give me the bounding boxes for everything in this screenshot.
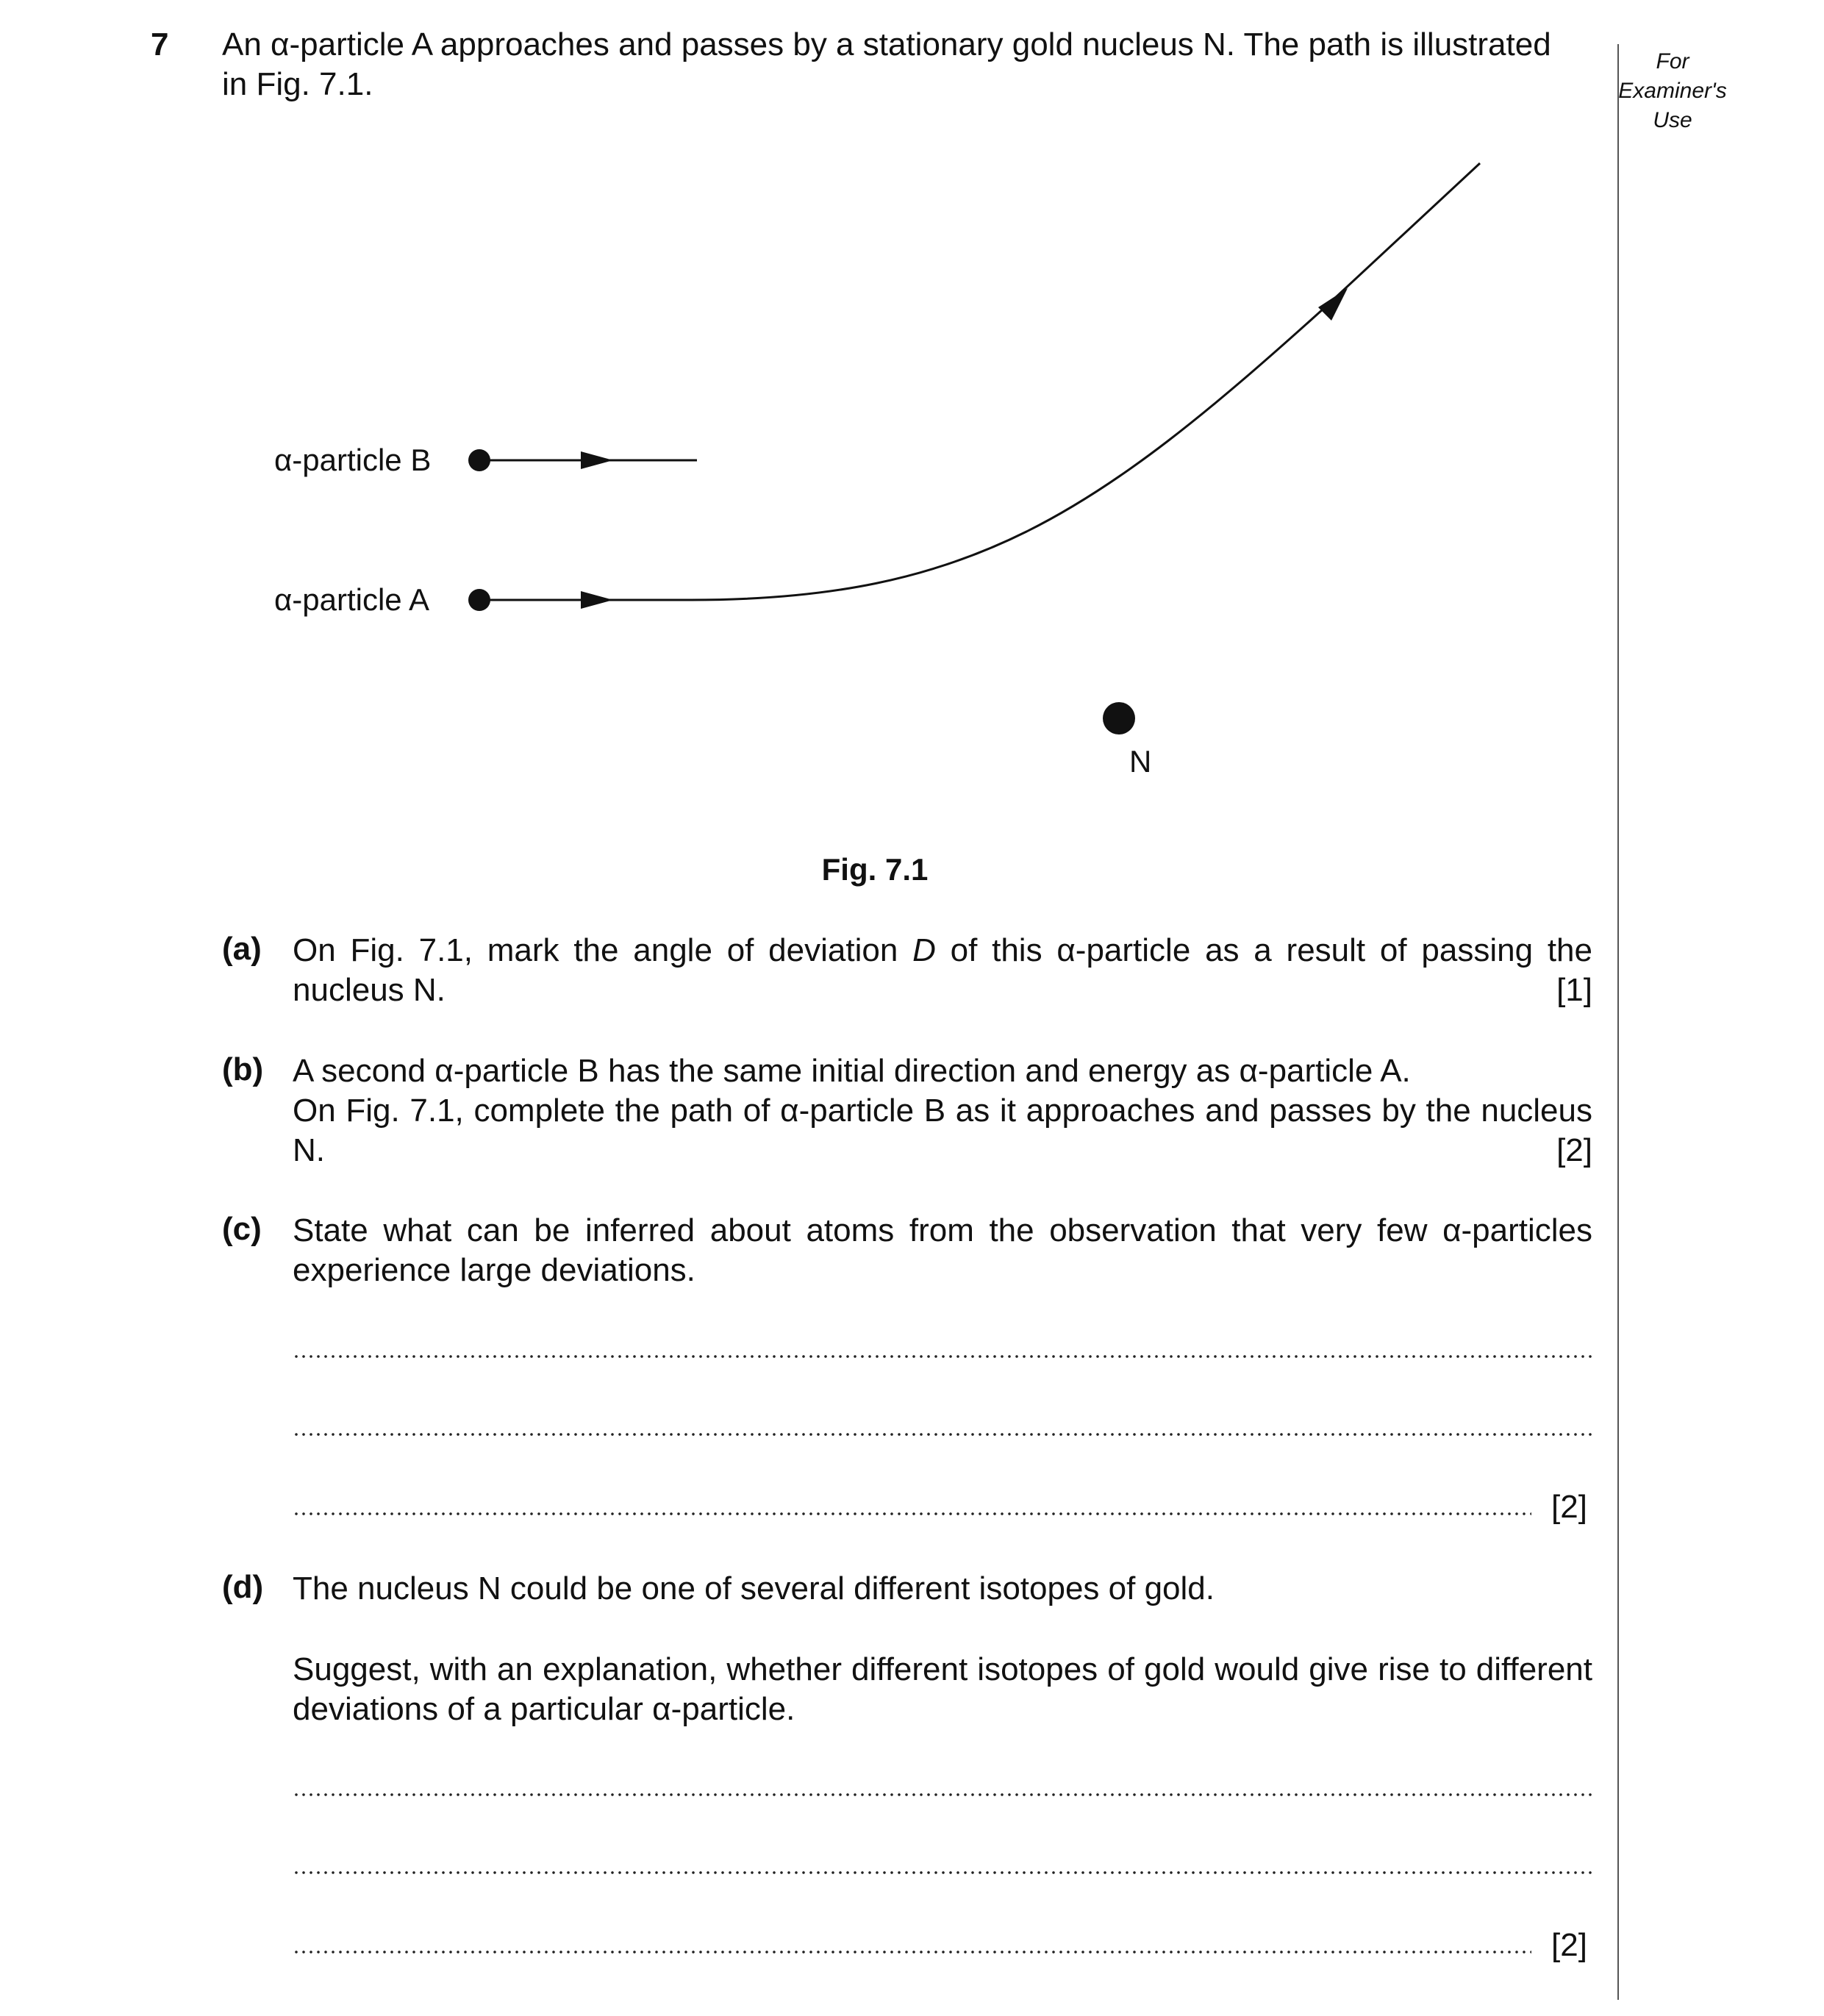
question-number: 7: [151, 26, 169, 62]
part-d-answer-line-1[interactable]: [293, 1791, 1592, 1798]
part-c-answer-line-3[interactable]: [293, 1510, 1531, 1518]
part-b-text-block: [293, 1051, 1592, 1172]
part-d-label: (d): [222, 1569, 264, 1605]
gold-nucleus-dot: [1103, 702, 1135, 734]
part-d-answer-line-2[interactable]: [293, 1869, 1592, 1876]
part-b-line2: On Fig. 7.1, complete the path of α-particle B as it approaches and passes by the nucleus N.: [293, 1093, 1592, 1168]
part-a-text-block: [293, 931, 1592, 1012]
part-c-text: State what can be inferred about atoms from the observation that very few α-particles experience large deviations.: [293, 1212, 1592, 1288]
part-b-mark: [2]: [1556, 1132, 1592, 1168]
part-c-mark: [2]: [1551, 1489, 1587, 1525]
label-nucleus-n: N: [1129, 744, 1152, 779]
question-intro-line1: An α-particle A approaches and passes by a stationary gold nucleus N. The path is illustrated: [222, 26, 1551, 62]
part-b-label: (b): [222, 1051, 264, 1087]
alpha-particle-a-arrow-in: [581, 591, 613, 609]
part-c-label: (c): [222, 1211, 262, 1247]
part-a-text: On Fig. 7.1, mark the angle of deviation D of this α-particle as a result of passing the nucleus N.: [293, 932, 1593, 1008]
label-alpha-particle-a: α-particle A: [274, 582, 430, 617]
figure-caption: Fig. 7.1: [821, 852, 929, 887]
part-d-answer-line-3[interactable]: [293, 1948, 1531, 1956]
part-d-mark: [2]: [1551, 1927, 1587, 1963]
figure-7-1: [0, 0, 1824, 919]
part-d-line1: The nucleus N could be one of several different isotopes of gold.: [293, 1570, 1215, 1606]
part-a-mark: [1]: [1556, 972, 1592, 1008]
alpha-particle-b-arrow: [581, 451, 613, 469]
alpha-particle-a-arrow-out: [1318, 288, 1348, 321]
part-d-line2: Suggest, with an explanation, whether different isotopes of gold would give rise to different deviations of a particular α-particle.: [293, 1651, 1592, 1727]
alpha-particle-a-path: [479, 163, 1480, 600]
part-c-answer-line-1[interactable]: [293, 1353, 1592, 1360]
symbol-d: D: [912, 932, 936, 968]
question-intro-line2: in Fig. 7.1.: [222, 66, 373, 102]
part-b-line1: A second α-particle B has the same initial direction and energy as α-particle A.: [293, 1053, 1411, 1089]
margin-note-line3: Use: [1653, 108, 1692, 132]
part-c-answer-line-2[interactable]: [293, 1431, 1592, 1438]
label-alpha-particle-b: α-particle B: [274, 443, 432, 477]
margin-note-line2: Examiner's: [1618, 79, 1727, 103]
margin-note-line1: For: [1656, 49, 1689, 74]
part-a-label: (a): [222, 931, 262, 967]
